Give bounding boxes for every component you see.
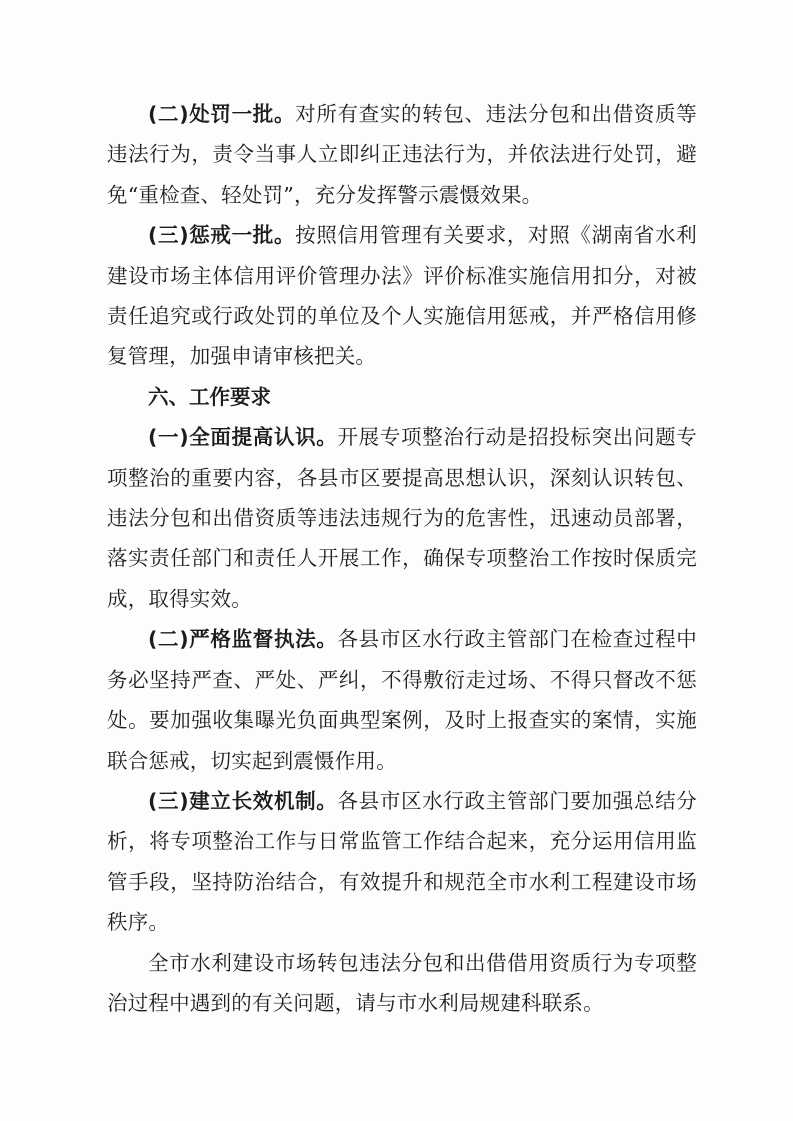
section-heading: 六、工作要求	[148, 384, 271, 409]
document-body	[107, 94, 697, 1023]
requirement-awareness	[107, 417, 697, 619]
paragraph-lead: (二)处罚一批。	[148, 102, 296, 126]
paragraph-text: 对所有查实的转包、违法分包和出借资质等违法行为，责令当事人立即纠正违法行为，并依法进行处罚，避免“重检查、轻处罚”，充分发挥警示震慑效果。	[107, 102, 697, 207]
paragraph-lead: (三)建立长效机制。	[148, 788, 338, 813]
paragraph-lead: (二)严格监督执法。	[148, 627, 338, 652]
requirement-enforcement	[107, 619, 697, 781]
paragraph-discipline	[107, 215, 697, 377]
paragraph-text: 按照信用管理有关要求，对照《湖南省水利建设市场主体信用评价管理办法》评价标准实施信用扣分，对被责任追究或行政处罚的单位及个人实施信用惩戒，并严格信用修复管理，加强申请审核把关。	[107, 223, 697, 369]
closing-paragraph: 全市水利建设市场转包违法分包和出借借用资质行为专项整治过程中遇到的有关问题，请与市水利局规建科联系。	[107, 950, 697, 1015]
paragraph-text: 各县市区水行政主管部门在检查过程中务必坚持严查、严处、严纠，不得敷衍走过场、不得只督改不惩处。要加强收集曝光负面典型案例，及时上报查实的案情，实施联合惩戒，切实起到震慑作用。	[107, 627, 697, 773]
paragraph-text: 开展专项整治行动是招投标突出问题专项整治的重要内容，各县市区要提高思想认识，深刻认识转包、违法分包和出借资质等违法违规行为的危害性，迅速动员部署，落实责任部门和责任人开展工作，确保专项整治工作按时保质完成，取得实效。	[107, 425, 697, 611]
requirement-long-term-mechanism	[107, 781, 697, 943]
paragraph-text: 各县市区水行政主管部门要加强总结分析，将专项整治工作与日常监管工作结合起来，充分运用信用监管手段，坚持防治结合，有效提升和规范全市水利工程建设市场秩序。	[107, 788, 697, 935]
paragraph-lead: (三)惩戒一批。	[148, 223, 296, 248]
paragraph-lead: (一)全面提高认识。	[148, 425, 338, 450]
paragraph-punishment	[107, 94, 697, 215]
